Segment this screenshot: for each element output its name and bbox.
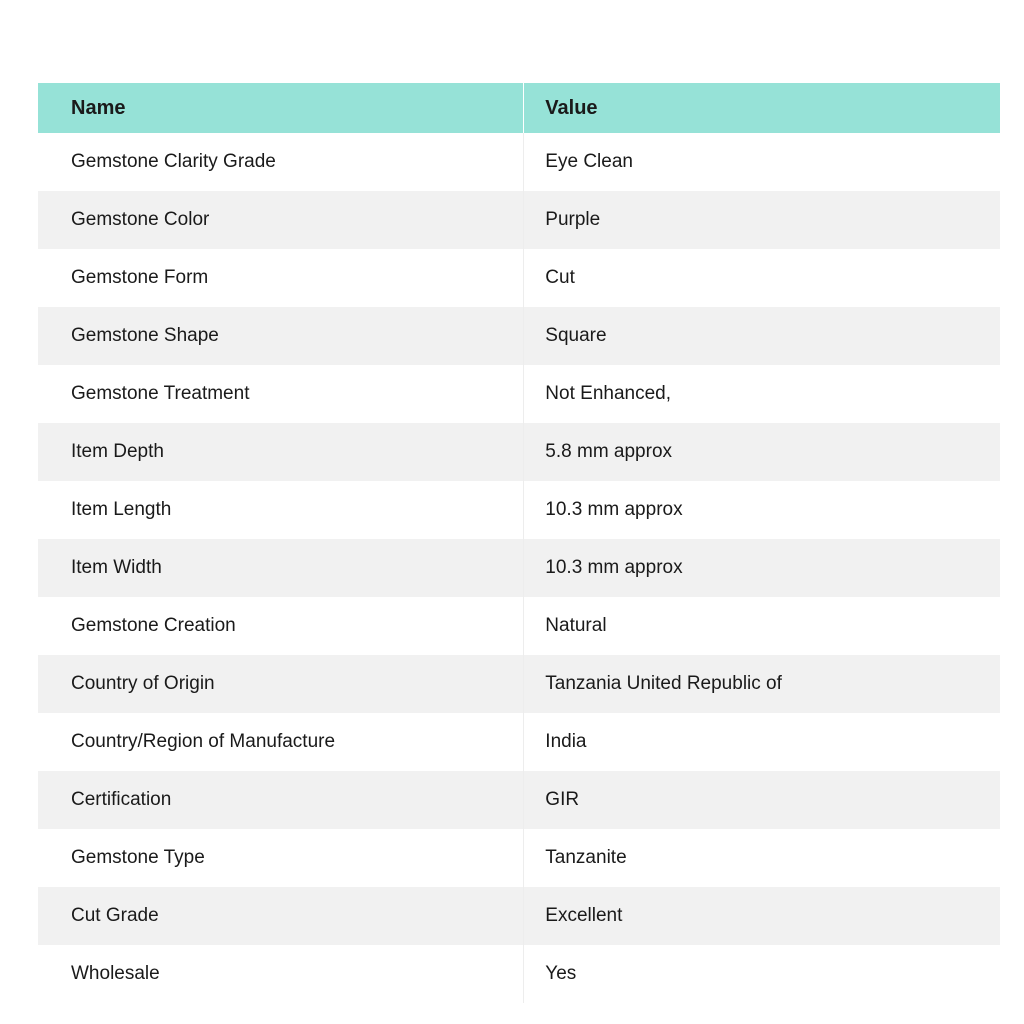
spec-name-cell: Item Depth	[38, 423, 524, 481]
spec-name-cell: Item Width	[38, 539, 524, 597]
spec-value-cell: India	[524, 713, 1000, 771]
spec-name-cell: Gemstone Type	[38, 829, 524, 887]
spec-value-cell: Cut	[524, 249, 1000, 307]
spec-name-cell: Wholesale	[38, 945, 524, 1003]
table-row	[38, 829, 1000, 887]
table-row	[38, 887, 1000, 945]
spec-name-cell: Gemstone Creation	[38, 597, 524, 655]
table-row	[38, 655, 1000, 713]
spec-value-cell: Tanzania United Republic of	[524, 655, 1000, 713]
spec-value-cell: Eye Clean	[524, 133, 1000, 191]
spec-value-cell: Not Enhanced,	[524, 365, 1000, 423]
table-row	[38, 133, 1000, 191]
spec-value-cell: 5.8 mm approx	[524, 423, 1000, 481]
spec-name-cell: Country/Region of Manufacture	[38, 713, 524, 771]
table-row	[38, 481, 1000, 539]
spec-name-cell: Gemstone Form	[38, 249, 524, 307]
spec-name-cell: Cut Grade	[38, 887, 524, 945]
spec-name-cell: Item Length	[38, 481, 524, 539]
header-row	[38, 83, 1000, 133]
column-header-value: Value	[524, 83, 1000, 133]
spec-value-cell: Natural	[524, 597, 1000, 655]
spec-value-cell: Yes	[524, 945, 1000, 1003]
spec-name-cell: Gemstone Color	[38, 191, 524, 249]
column-header-name: Name	[38, 83, 524, 133]
spec-name-cell: Certification	[38, 771, 524, 829]
table-row	[38, 365, 1000, 423]
table-row	[38, 771, 1000, 829]
spec-name-cell: Country of Origin	[38, 655, 524, 713]
spec-name-cell: Gemstone Treatment	[38, 365, 524, 423]
spec-name-cell: Gemstone Shape	[38, 307, 524, 365]
spec-table-header	[38, 83, 1000, 133]
spec-value-cell: Excellent	[524, 887, 1000, 945]
spec-value-cell: Tanzanite	[524, 829, 1000, 887]
table-row	[38, 539, 1000, 597]
spec-table	[38, 83, 1000, 1003]
table-row	[38, 423, 1000, 481]
spec-value-cell: Purple	[524, 191, 1000, 249]
table-row	[38, 597, 1000, 655]
spec-value-cell: GIR	[524, 771, 1000, 829]
table-row	[38, 713, 1000, 771]
spec-name-cell: Gemstone Clarity Grade	[38, 133, 524, 191]
table-row	[38, 307, 1000, 365]
table-row	[38, 191, 1000, 249]
spec-value-cell: 10.3 mm approx	[524, 481, 1000, 539]
spec-value-cell: 10.3 mm approx	[524, 539, 1000, 597]
table-row	[38, 249, 1000, 307]
spec-table-body	[38, 133, 1000, 1003]
table-row	[38, 945, 1000, 1003]
spec-value-cell: Square	[524, 307, 1000, 365]
